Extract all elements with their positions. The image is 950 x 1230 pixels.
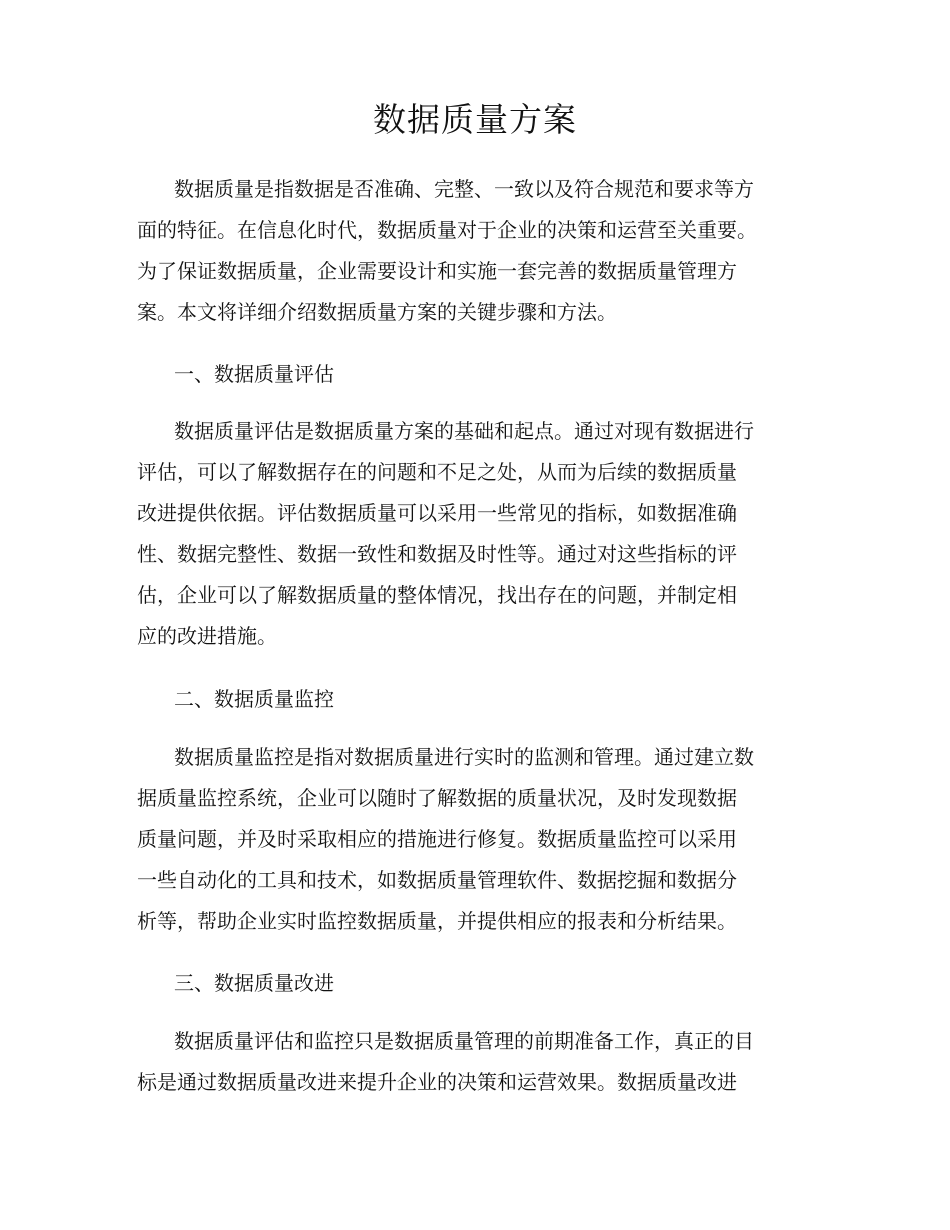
paragraph-line: 一些自动化的工具和技术，如数据质量管理软件、数据挖掘和数据分 [137,868,737,892]
paragraph-line: 数据质量评估是数据质量方案的基础和起点。通过对现有数据进行 [174,419,754,443]
paragraph-line: 为了保证数据质量，企业需要设计和实施一套完善的数据质量管理方 [137,259,737,283]
paragraph-line: 应的改进措施。 [137,624,277,648]
paragraph-line: 估，企业可以了解数据质量的整体情况，找出存在的问题，并制定相 [137,583,737,607]
paragraph-line: 数据质量监控是指对数据质量进行实时的监测和管理。通过建立数 [174,745,754,769]
paragraph-line: 改进提供依据。评估数据质量可以采用一些常见的指标，如数据准确 [137,501,737,525]
paragraph-line: 质量问题，并及时采取相应的措施进行修复。数据质量监控可以采用 [137,827,737,851]
paragraph-line: 面的特征。在信息化时代，数据质量对于企业的决策和运营至关重要。 [137,218,757,242]
page-title: 数据质量方案 [373,100,577,139]
paragraph-line: 数据质量评估和监控只是数据质量管理的前期准备工作，真正的目 [174,1029,754,1053]
section-heading: 一、数据质量评估 [174,362,334,386]
paragraph-line: 析等，帮助企业实时监控数据质量，并提供相应的报表和分析结果。 [137,909,737,933]
section-heading: 三、数据质量改进 [174,971,334,995]
paragraph-line: 数据质量是指数据是否准确、完整、一致以及符合规范和要求等方 [174,177,754,201]
paragraph-line: 据质量监控系统，企业可以随时了解数据的质量状况，及时发现数据 [137,786,737,810]
paragraph-line: 评估，可以了解数据存在的问题和不足之处，从而为后续的数据质量 [137,460,737,484]
paragraph-line: 性、数据完整性、数据一致性和数据及时性等。通过对这些指标的评 [137,542,737,566]
paragraph-line: 案。本文将详细介绍数据质量方案的关键步骤和方法。 [137,300,617,324]
section-heading: 二、数据质量监控 [174,687,334,711]
paragraph-line: 标是通过数据质量改进来提升企业的决策和运营效果。数据质量改进 [137,1070,737,1094]
